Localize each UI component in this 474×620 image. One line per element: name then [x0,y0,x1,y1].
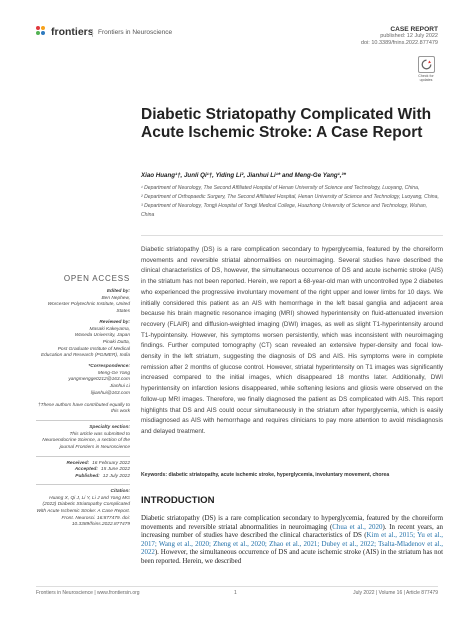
citation-text: Huang X, Qi J, Li Y, Li J and Yang MG (2022) Diabetic Striatopathy Complicated With Acute Ischemic Stroke: A Case Report. Front. Neurosci. 16:877479. doi: 10.3389/fnins.2022.877479 [36,495,130,528]
published-label: Published: [75,474,100,480]
affiliations [141,184,441,220]
specialty-section [36,425,130,452]
introduction-heading: INTRODUCTION [141,495,215,506]
intro-text-3: ). However, the simultaneous occurrence of DS and acute ischemic stroke (AIS) in the striatum has not been reported. Herein, we described [141,548,443,565]
accepted-label: Accepted: [74,467,98,473]
received-date: 16 February 2022 [92,460,130,466]
keywords-list: diabetic striatopathy, acute ischemic stroke, hyperglycemia, involuntary movement, chorea [168,472,390,478]
reviewer-2-affiliation: Post Graduate Institute of Medical Education and Research (PGIMER), India [40,346,130,359]
editor-affiliation: Worcester Polytechnic Institute, United States [47,302,130,315]
reviewer-2-name: Pinaki Dutta, [102,339,130,345]
reviewer-1-affiliation: Waseda University, Japan [74,333,130,339]
article-dates [36,461,130,481]
footer-divider [36,586,438,587]
corr-1-name: Meng-Ge Yang [97,370,130,376]
author-list: Xiao Huang¹†, Junli Qi¹†, Yiding Li², Jianhui Li¹* and Meng-Ge Yang¹,³* [141,172,346,179]
logo-text: frontiers [51,26,94,38]
divider [141,235,443,236]
check-for-updates-button[interactable] [416,56,436,82]
journal-name[interactable]: Frontiers in Neuroscience [92,29,172,37]
citation [36,489,130,529]
citation-link[interactable]: Kim et al., 2015; Yu et al., 2017; Wang et al., 2020; Zheng et al., 2020; Zhao et al., 2021; Dubey et al., 2022; Tsalta-Mladenov et al., 2022 [141,531,443,557]
article-type: CASE REPORT [390,26,438,33]
correspondence-label: *Correspondence: [88,364,130,370]
correspondence [36,364,130,416]
article-title: Diabetic Striatopathy Complicated With Acute Ischemic Stroke: A Case Report [141,106,432,141]
corr-1-email[interactable]: yangmengge0212@163.com [68,377,130,383]
footer-journal[interactable]: Frontiers in Neuroscience | www.frontiersin.org [36,590,140,596]
article-info-sidebar [36,274,130,533]
received-label: Received: [66,460,90,466]
affiliation-3: ³ Department of Neurology, Tongji Hospital of Tongji Medical College, Huazhong University of Science and Technology, Wuhan, China [141,203,428,218]
sidebar-divider [36,484,130,485]
published-line: published: 12 July 2022 [380,33,438,39]
specialty-label: Specialty section: [89,424,130,430]
footer-volume: July 2022 | Volume 16 | Article 877479 [353,590,438,596]
corr-2-email[interactable]: lijianhui@163.com [90,390,130,396]
check-updates-label: Check for updates [418,74,434,82]
page-number: 1 [234,590,237,596]
intro-text-2: ). In recent years, an increasing number of studies have described the clinical characteristics of DS ( [141,522,443,540]
equal-contribution-note: †These authors have contributed equally to this work [37,402,130,415]
keywords-label: Keywords: [141,472,168,478]
accepted-date: 15 June 2022 [100,467,130,473]
affiliation-1: ¹ Department of Neurology, The Second Affiliated Hospital of Henan University of Science and Technology, Luoyang, China, [141,185,420,191]
affiliation-2: ² Department of Orthopaedic Surgery, The Second Affiliated Hospital, Henan University of Science and Technology, Luoyang, China, [141,194,439,201]
citation-label: Citation: [110,488,130,494]
article-meta [361,26,438,47]
frontiers-logo-icon [36,26,48,38]
editor-name: Ben Nephew, [101,295,130,301]
introduction-paragraph [141,514,443,566]
corr-2-name: Jianhui Li [109,384,130,390]
doi-line[interactable]: doi: 10.3389/fnins.2022.877479 [360,40,438,46]
specialty-text: This article was submitted to Neuroendocrine Science, a section of the journal Frontiers in Neuroscience [42,431,130,451]
reviewed-by-label: Reviewed by: [99,319,130,325]
sidebar-divider [36,456,130,457]
frontiers-logo [36,26,94,38]
keywords [141,472,443,479]
open-access-label: OPEN ACCESS [63,274,130,283]
reviewer-1-name: Masaki Kakeyama, [89,326,130,332]
citation-link[interactable]: Chua et al., 2020 [332,522,383,531]
sidebar-divider [36,420,130,421]
published-date-row [36,474,130,481]
edited-by [36,289,130,316]
check-updates-icon [418,56,435,73]
intro-text-1: Diabetic striatopathy (DS) is a rare complication secondary to hyperglycemia, featured by the choreiform movements and reversible striatal abnormalities in neuroimaging ( [141,514,443,531]
edited-by-label: Edited by: [106,289,130,294]
abstract: Diabetic striatopathy (DS) is a rare complication secondary to hyperglycemia, featured by the choreiform movements and reversible striatal abnormalities on neuroimaging. Several studies have described the clinical characteristics of DS, however, the simultaneous occurrence of DS and acute ischemic stroke (AIS) in the striatum has not been reported. Herein, we report a 68-year-old man with uncontrolled type 2 diabetes who experienced the progressive involuntary movement of the right upper and lower limbs for 10 days. We initially considered this patient as an AIS with hemorrhage in the left basal ganglia and adjacent area because his brain magnetic resonance imaging (MRI) showed hyperintensity on fluid-attenuated inversion recovery (FLAIR) and diffusion-weighted imaging (DWI) images, as well as slight T1-hyperintensity around T1-hypointensity. However, his symptoms worsen persistently, which was inconsistent with neuroimaging findings. Further computed tomography (CT) scan revealed an extensive hyper-density and focal low-density in the left striatum, suggesting the diagnosis of DS and AIS. His symptoms were in complete remission after 2 months of glucose control. However, striatal hyperintensity on T1 images was significantly increased compared to the initial images, which disappeared 18 months later. Additionally, DWI hyperintensity on infarction lesions disappeared, while softening lesions and gliosis were observed on the follow-up MRI images. Therefore, we finally diagnosed the patient as DS complicated with AIS. This report highlights that DS and AIS could occur simultaneously in the striatum after hyperglycemia, which is easily misdiagnosed as AIS with hemorrhage and requires clinicians to pay more attention to avoid misdiagnosis and delayed treatment. [141,246,443,435]
reviewed-by [36,320,130,360]
published-date: 12 July 2022 [102,474,130,480]
